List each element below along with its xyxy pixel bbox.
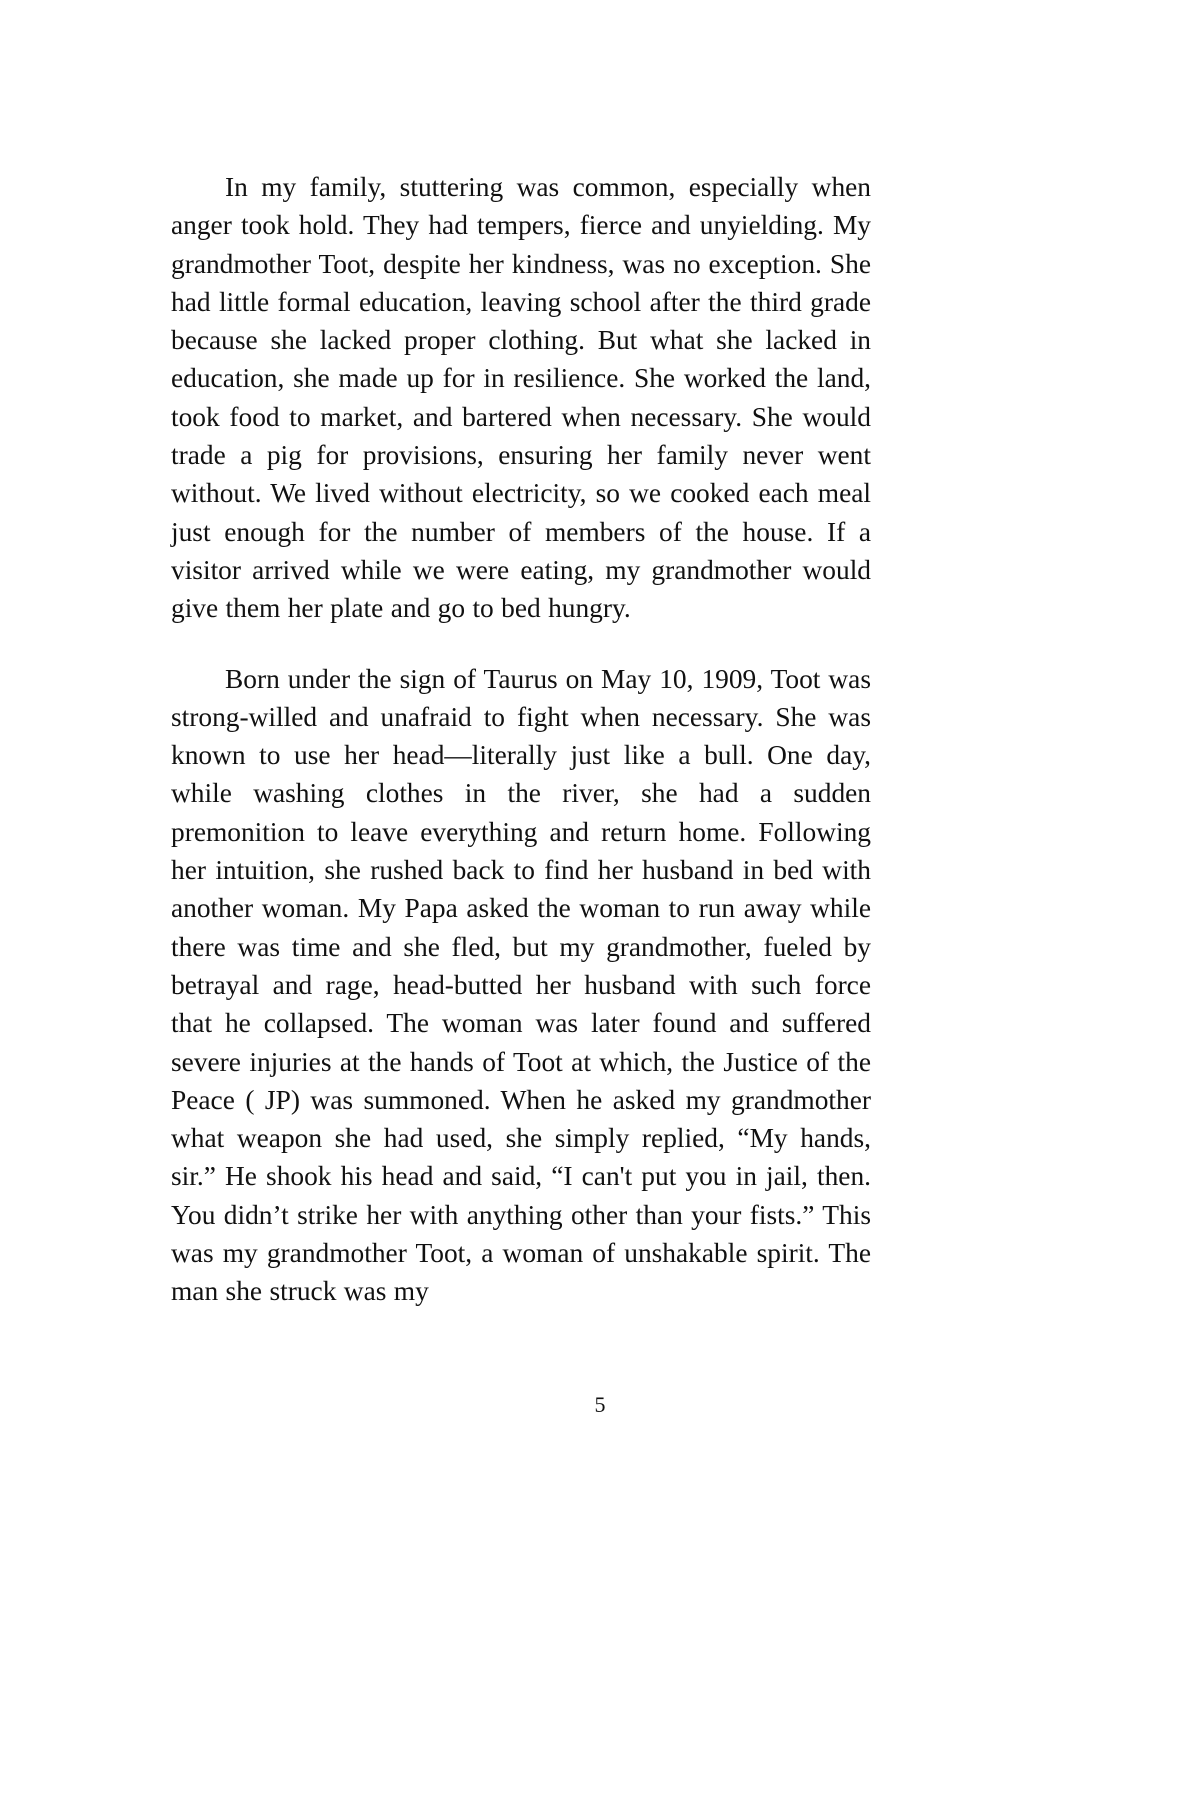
page-number: 5 xyxy=(594,1392,606,1417)
paragraph-2: Born under the sign of Taurus on May 10, 1909, Toot was strong-willed and unafraid to fight when necessary. She was known to use her head—literally just like a bull. One day, while washing clothes in the river, she had a sudden premonition to leave everything and return home. Following her intuition, she rushed back to find her husband in bed with another woman. My Papa asked the woman to run away while there was time and she fled, but my grandmother, fueled by betrayal and rage, head-butted her husband with such force that he collapsed. The woman was later found and suffered severe injuries at the hands of Toot at which, the Justice of the Peace ( JP) was summoned. When he asked my grandmother what weapon she had used, she simply replied, “My hands, sir.” He shook his head and said, “I can't put you in jail, then. You didn’t strike her with anything other than your fists.” This was my grandmother Toot, a woman of unshakable spirit. The man she struck was my xyxy=(171,663,871,1307)
paragraph-1: In my family, stuttering was common, especially when anger took hold. They had tempers, fierce and unyielding. My grandmother Toot, despite her kindness, was no exception. She had little formal education, leaving school after the third grade because she lacked proper clothing. But what she lacked in education, she made up for in resilience. She worked the land, took food to market, and bartered when necessary. She would trade a pig for provisions, ensuring her family never went without. We lived without electricity, so we cooked each meal just enough for the number of members of the house. If a visitor arrived while we were eating, my grandmother would give them her plate and go to bed hungry. xyxy=(171,172,871,624)
body-text-block xyxy=(171,168,871,1311)
